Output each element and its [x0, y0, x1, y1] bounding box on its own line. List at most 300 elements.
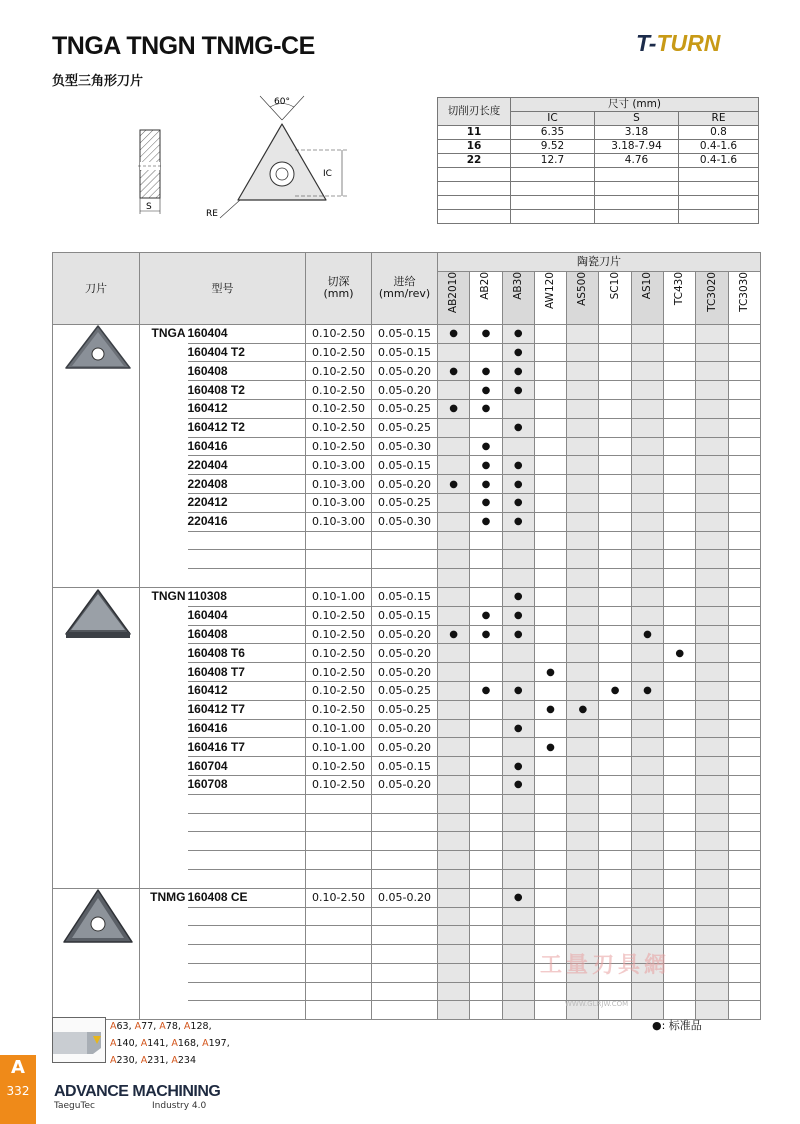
grade-cell — [567, 888, 599, 907]
empty-grade-cell — [438, 550, 470, 569]
grade-cell — [438, 606, 470, 625]
grade-cell — [599, 738, 631, 757]
size-empty-cell — [511, 168, 595, 182]
standard-dot: ● — [438, 475, 470, 494]
grade-cell — [664, 512, 696, 531]
grade-cell — [599, 437, 631, 456]
empty-grade-cell — [728, 569, 760, 588]
empty-model — [188, 945, 306, 964]
brand-logo-part-a: T- — [636, 30, 657, 56]
grade-cell — [664, 700, 696, 719]
empty-grade-cell — [696, 531, 728, 550]
toolholder-icon — [53, 1018, 105, 1062]
reference-separator: , — [153, 1021, 160, 1032]
grade-cell — [631, 738, 663, 757]
depth-value: 0.10-3.00 — [306, 512, 372, 531]
grade-cell — [534, 512, 566, 531]
empty-depth — [306, 813, 372, 832]
standard-dot: ● — [567, 700, 599, 719]
empty-grade-cell — [534, 550, 566, 569]
empty-feed — [372, 851, 438, 870]
grade-cell — [728, 456, 760, 475]
feed-value: 0.05-0.15 — [372, 587, 438, 606]
feed-value: 0.05-0.15 — [372, 757, 438, 776]
reference-prefix: A — [171, 1038, 178, 1049]
watermark: 工量刃具網 — [540, 953, 671, 978]
reference-prefix: A — [183, 1021, 191, 1032]
grade-cell — [696, 700, 728, 719]
empty-grade-cell — [664, 813, 696, 832]
reference-number: 234 — [177, 1055, 197, 1066]
standard-dot: ● — [438, 399, 470, 418]
empty-grade-cell — [599, 869, 631, 888]
size-s: 3.18-7.94 — [595, 140, 679, 154]
reference-separator: , — [208, 1021, 212, 1032]
size-empty-cell — [438, 210, 511, 224]
size-empty-cell — [438, 168, 511, 182]
empty-grade-cell — [728, 907, 760, 926]
grade-cell — [696, 625, 728, 644]
grade-cell — [567, 681, 599, 700]
reference-link[interactable] — [171, 1055, 196, 1066]
empty-grade-cell — [534, 569, 566, 588]
series-name: TNMG — [140, 888, 188, 1020]
empty-grade-cell — [438, 794, 470, 813]
size-empty-cell — [595, 196, 679, 210]
empty-feed — [372, 1001, 438, 1020]
empty-feed — [372, 569, 438, 588]
empty-depth — [306, 945, 372, 964]
empty-model — [188, 813, 306, 832]
model-code: 160408 — [188, 625, 306, 644]
empty-grade-cell — [470, 945, 502, 964]
empty-grade-cell — [470, 869, 502, 888]
empty-feed — [372, 869, 438, 888]
size-col-edge: 切削刃长度 — [438, 98, 511, 126]
standard-dot: ● — [502, 512, 534, 531]
grade-cell — [664, 381, 696, 400]
empty-grade-cell — [567, 794, 599, 813]
depth-value: 0.10-3.00 — [306, 456, 372, 475]
empty-grade-cell — [728, 1001, 760, 1020]
grade-cell — [728, 493, 760, 512]
grade-cell — [631, 381, 663, 400]
empty-grade-cell — [696, 851, 728, 870]
grade-cell — [599, 625, 631, 644]
grade-cell — [664, 757, 696, 776]
grade-cell — [696, 681, 728, 700]
empty-grade-cell — [567, 550, 599, 569]
empty-depth — [306, 832, 372, 851]
feed-value: 0.05-0.15 — [372, 456, 438, 475]
grade-label: AB30 — [511, 271, 524, 300]
grade-cell — [631, 475, 663, 494]
reference-link[interactable] — [202, 1038, 227, 1049]
grade-cell — [438, 775, 470, 794]
empty-grade-cell — [438, 945, 470, 964]
empty-grade-cell — [631, 832, 663, 851]
grade-cell — [567, 324, 599, 343]
model-code: 160416 — [188, 437, 306, 456]
standard-dot: ● — [631, 625, 663, 644]
empty-grade-cell — [631, 926, 663, 945]
empty-grade-cell — [631, 550, 663, 569]
empty-grade-cell — [534, 1001, 566, 1020]
grade-cell — [599, 456, 631, 475]
grade-cell — [728, 775, 760, 794]
size-header-row — [438, 98, 759, 112]
page-number: 332 — [6, 1084, 30, 1098]
grade-cell — [470, 644, 502, 663]
grade-header — [502, 271, 534, 324]
reference-prefix: A — [110, 1055, 117, 1066]
empty-grade-cell — [728, 550, 760, 569]
grade-cell — [599, 475, 631, 494]
grade-cell — [664, 343, 696, 362]
empty-grade-cell — [631, 907, 663, 926]
standard-dot: ● — [470, 681, 502, 700]
standard-dot: ● — [502, 625, 534, 644]
top-view — [220, 96, 348, 218]
grade-cell — [438, 381, 470, 400]
reference-number: 128 — [190, 1021, 209, 1032]
size-edge: 22 — [438, 154, 511, 168]
grade-cell — [599, 512, 631, 531]
empty-grade-cell — [664, 869, 696, 888]
grade-header — [631, 271, 663, 324]
reference-separator: , — [177, 1021, 184, 1032]
grade-cell — [502, 700, 534, 719]
standard-dot: ● — [502, 681, 534, 700]
grade-cell — [664, 663, 696, 682]
grade-cell — [728, 437, 760, 456]
grade-cell — [534, 381, 566, 400]
empty-grade-cell — [534, 982, 566, 1001]
header-feed — [372, 253, 438, 325]
size-col-size: 尺寸 (mm) — [511, 98, 759, 112]
standard-dot: ● — [438, 362, 470, 381]
model-code: 160412 T7 — [188, 700, 306, 719]
grade-label: TC430 — [673, 271, 686, 305]
grade-cell — [438, 757, 470, 776]
empty-grade-cell — [567, 869, 599, 888]
depth-value: 0.10-2.50 — [306, 418, 372, 437]
empty-grade-cell — [438, 963, 470, 982]
grade-cell — [470, 738, 502, 757]
empty-grade-cell — [534, 832, 566, 851]
grade-cell — [470, 343, 502, 362]
grade-cell — [728, 399, 760, 418]
main-header-row — [53, 253, 761, 272]
standard-dot: ● — [534, 738, 566, 757]
reference-link[interactable] — [141, 1038, 166, 1049]
grade-cell — [664, 738, 696, 757]
empty-depth — [306, 550, 372, 569]
empty-grade-cell — [534, 813, 566, 832]
empty-grade-cell — [631, 813, 663, 832]
standard-dot: ● — [470, 625, 502, 644]
reference-link[interactable] — [110, 1038, 135, 1049]
empty-grade-cell — [728, 926, 760, 945]
reference-link[interactable] — [110, 1055, 135, 1066]
size-table — [437, 97, 759, 224]
empty-grade-cell — [502, 982, 534, 1001]
empty-grade-cell — [567, 982, 599, 1001]
empty-model — [188, 832, 306, 851]
empty-grade-cell — [502, 926, 534, 945]
empty-grade-cell — [728, 813, 760, 832]
empty-feed — [372, 907, 438, 926]
empty-grade-cell — [696, 907, 728, 926]
empty-depth — [306, 794, 372, 813]
empty-grade-cell — [664, 907, 696, 926]
grade-cell — [534, 606, 566, 625]
empty-grade-cell — [502, 907, 534, 926]
empty-grade-cell — [599, 832, 631, 851]
size-empty-cell — [511, 182, 595, 196]
depth-value: 0.10-2.50 — [306, 644, 372, 663]
reference-prefix: A — [140, 1055, 148, 1066]
grade-cell — [664, 681, 696, 700]
grade-cell — [631, 700, 663, 719]
grade-cell — [534, 399, 566, 418]
standard-dot: ● — [438, 625, 470, 644]
reference-line — [110, 1052, 230, 1069]
grade-cell — [664, 399, 696, 418]
depth-value: 0.10-2.50 — [306, 757, 372, 776]
standard-dot: ● — [470, 324, 502, 343]
empty-grade-cell — [502, 963, 534, 982]
page-tab — [0, 1055, 36, 1124]
footer-logo: ADVANCE MACHINING — [54, 1083, 221, 1100]
empty-depth — [306, 926, 372, 945]
empty-grade-cell — [599, 550, 631, 569]
grade-cell — [664, 437, 696, 456]
standard-dot: ● — [502, 362, 534, 381]
ic-label: IC — [323, 169, 332, 179]
depth-value: 0.10-2.50 — [306, 606, 372, 625]
grade-cell — [534, 362, 566, 381]
reference-prefix: A — [140, 1038, 148, 1049]
grade-cell — [696, 493, 728, 512]
empty-grade-cell — [728, 851, 760, 870]
grade-cell — [567, 757, 599, 776]
grade-cell — [534, 757, 566, 776]
grade-cell — [664, 625, 696, 644]
standard-dot: ● — [502, 587, 534, 606]
empty-grade-cell — [567, 926, 599, 945]
grade-cell — [664, 775, 696, 794]
standard-dot: ● — [470, 493, 502, 512]
empty-grade-cell — [470, 963, 502, 982]
reference-separator: , — [134, 1055, 141, 1066]
header-model: 型号 — [140, 253, 306, 325]
grade-cell — [696, 719, 728, 738]
grade-cell — [567, 625, 599, 644]
grade-header — [534, 271, 566, 324]
empty-grade-cell — [599, 851, 631, 870]
grade-header — [728, 271, 760, 324]
feed-value: 0.05-0.15 — [372, 324, 438, 343]
standard-dot: ● — [599, 681, 631, 700]
empty-grade-cell — [502, 945, 534, 964]
empty-grade-cell — [534, 794, 566, 813]
standard-dot: ● — [470, 456, 502, 475]
empty-grade-cell — [631, 982, 663, 1001]
empty-depth — [306, 531, 372, 550]
reference-number: 141 — [147, 1038, 166, 1049]
grade-cell — [728, 719, 760, 738]
grade-cell — [631, 757, 663, 776]
empty-grade-cell — [567, 531, 599, 550]
grade-cell — [664, 418, 696, 437]
grade-label: AB2010 — [447, 271, 460, 313]
grade-cell — [728, 606, 760, 625]
grade-cell — [438, 644, 470, 663]
grade-cell — [567, 399, 599, 418]
empty-grade-cell — [696, 832, 728, 851]
size-subcol: IC — [511, 112, 595, 126]
grade-cell — [470, 587, 502, 606]
empty-grade-cell — [664, 851, 696, 870]
size-s: 3.18 — [595, 126, 679, 140]
size-ic: 12.7 — [511, 154, 595, 168]
empty-grade-cell — [502, 813, 534, 832]
standard-dot: ● — [502, 757, 534, 776]
grade-cell — [567, 587, 599, 606]
empty-feed — [372, 832, 438, 851]
grade-cell — [470, 418, 502, 437]
empty-grade-cell — [599, 907, 631, 926]
grade-cell — [599, 343, 631, 362]
ref-thumbnail — [52, 1017, 106, 1063]
grade-cell — [438, 700, 470, 719]
model-code: 220404 — [188, 456, 306, 475]
reference-link[interactable] — [135, 1021, 154, 1032]
empty-grade-cell — [567, 813, 599, 832]
reference-line — [110, 1018, 230, 1035]
header-depth — [306, 253, 372, 325]
grade-cell — [599, 663, 631, 682]
empty-grade-cell — [599, 531, 631, 550]
brand-logo-part-b: TURN — [656, 30, 721, 56]
empty-grade-cell — [502, 569, 534, 588]
grade-cell — [534, 324, 566, 343]
model-code: 160416 T7 — [188, 738, 306, 757]
depth-value: 0.10-3.00 — [306, 475, 372, 494]
empty-model — [188, 851, 306, 870]
size-row — [438, 154, 759, 168]
size-subcol: S — [595, 112, 679, 126]
empty-model — [188, 963, 306, 982]
reference-separator: , — [196, 1038, 203, 1049]
standard-dot: ● — [470, 475, 502, 494]
empty-feed — [372, 550, 438, 569]
empty-grade-cell — [567, 907, 599, 926]
feed-value: 0.05-0.30 — [372, 512, 438, 531]
model-code: 220416 — [188, 512, 306, 531]
empty-grade-cell — [438, 569, 470, 588]
standard-dot: ● — [502, 606, 534, 625]
empty-grade-cell — [696, 982, 728, 1001]
grade-cell — [567, 475, 599, 494]
empty-grade-cell — [728, 869, 760, 888]
size-empty-row — [438, 168, 759, 182]
empty-model — [188, 907, 306, 926]
feed-value: 0.05-0.25 — [372, 681, 438, 700]
standard-dot: ● — [470, 606, 502, 625]
grade-cell — [631, 719, 663, 738]
empty-model — [188, 569, 306, 588]
grade-cell — [631, 775, 663, 794]
empty-grade-cell — [696, 794, 728, 813]
reference-prefix: A — [134, 1021, 142, 1032]
grade-cell — [696, 587, 728, 606]
standard-dot: ● — [502, 888, 534, 907]
empty-model — [188, 869, 306, 888]
grade-cell — [599, 381, 631, 400]
model-code: 110308 — [188, 587, 306, 606]
model-code: 160412 — [188, 681, 306, 700]
grade-cell — [567, 775, 599, 794]
grade-cell — [534, 437, 566, 456]
reference-number: 230 — [116, 1055, 135, 1066]
feed-value: 0.05-0.20 — [372, 644, 438, 663]
empty-grade-cell — [696, 926, 728, 945]
reference-link[interactable] — [141, 1055, 166, 1066]
grade-cell — [438, 456, 470, 475]
reference-link[interactable] — [171, 1038, 196, 1049]
empty-feed — [372, 945, 438, 964]
grade-cell — [664, 456, 696, 475]
reference-link[interactable] — [110, 1021, 129, 1032]
reference-prefix: A — [159, 1021, 166, 1032]
grade-cell — [631, 888, 663, 907]
grade-cell — [631, 343, 663, 362]
empty-grade-cell — [502, 869, 534, 888]
empty-grade-cell — [728, 531, 760, 550]
empty-grade-cell — [438, 851, 470, 870]
grade-cell — [438, 888, 470, 907]
reference-links[interactable] — [110, 1018, 230, 1069]
empty-grade-cell — [664, 531, 696, 550]
grade-cell — [631, 324, 663, 343]
empty-grade-cell — [470, 982, 502, 1001]
watermark-url: WWW.GLRJW.COM — [565, 1000, 629, 1008]
empty-grade-cell — [470, 907, 502, 926]
depth-value: 0.10-2.50 — [306, 775, 372, 794]
empty-grade-cell — [567, 832, 599, 851]
reference-link[interactable] — [159, 1021, 178, 1032]
grade-cell — [728, 475, 760, 494]
empty-feed — [372, 813, 438, 832]
empty-grade-cell — [438, 869, 470, 888]
reference-separator: , — [128, 1021, 135, 1032]
grade-cell — [631, 456, 663, 475]
grade-cell — [438, 681, 470, 700]
size-empty-cell — [679, 182, 759, 196]
size-re: 0.4-1.6 — [679, 154, 759, 168]
grade-label: AB20 — [479, 271, 492, 300]
empty-grade-cell — [470, 832, 502, 851]
empty-grade-cell — [728, 945, 760, 964]
standard-dot: ● — [470, 399, 502, 418]
reference-prefix: A — [110, 1021, 117, 1032]
reference-link[interactable] — [184, 1021, 209, 1032]
empty-grade-cell — [728, 982, 760, 1001]
series-name: TNGN — [140, 587, 188, 888]
grade-cell — [728, 644, 760, 663]
